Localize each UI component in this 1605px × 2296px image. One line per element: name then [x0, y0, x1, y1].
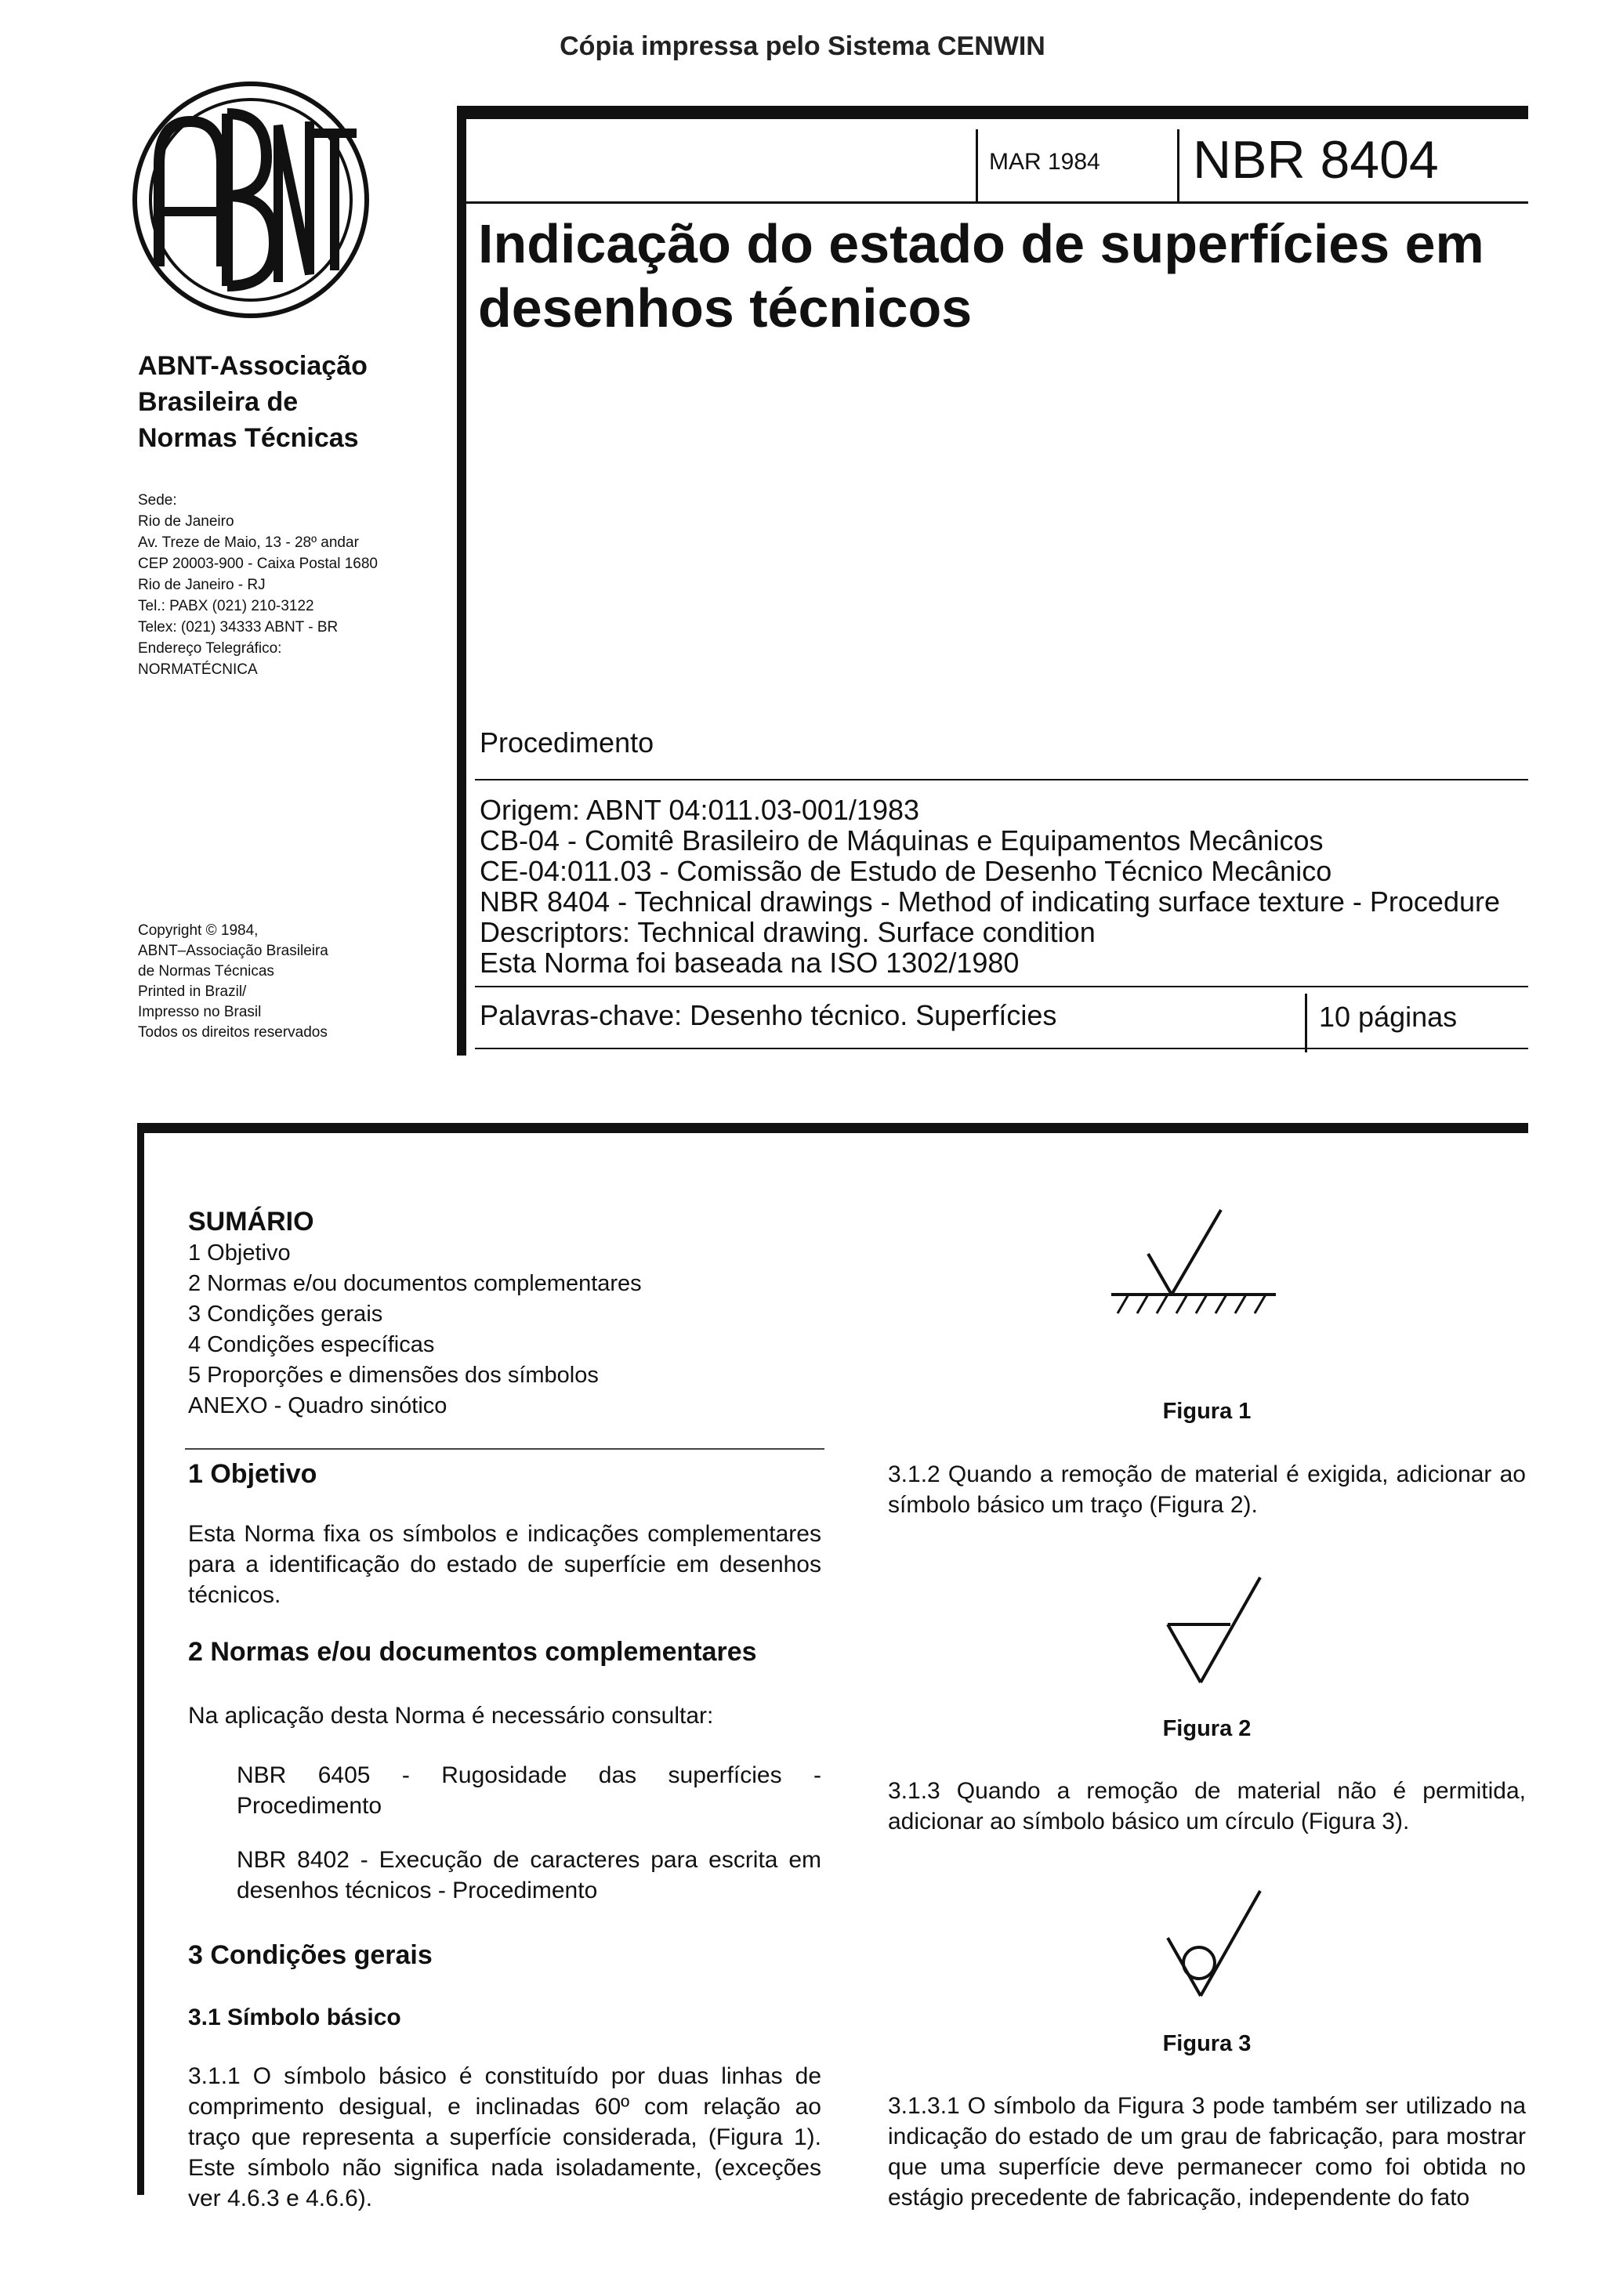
copyright-line: Todos os direitos reservados	[138, 1024, 328, 1041]
origin-line: NBR 8404 - Technical drawings - Method of indicating surface texture - Procedure	[480, 885, 1500, 918]
sumario-item: 5 Proporções e dimensões dos símbolos	[188, 1363, 599, 1388]
date-separator	[976, 129, 978, 201]
reference-nbr-6405: NBR 6405 - Rugosidade das superfícies - Procedimento	[237, 1762, 821, 1819]
doc-title-line: Indicação do estado de superfícies em	[478, 213, 1484, 274]
origin-line: Origem: ABNT 04:011.03-001/1983	[480, 794, 920, 826]
origin-line: CB-04 - Comitê Brasileiro de Máquinas e Equipamentos Mecânicos	[480, 824, 1324, 856]
keywords: Palavras-chave: Desenho técnico. Superfícies	[480, 999, 1057, 1031]
section-3-1-3-text: 3.1.3 Quando a remoção de material não é permitida, adicionar ao símbolo básico um círculo (Figura 3).	[888, 1778, 1526, 1834]
address-line: Tel.: PABX (021) 210-3122	[138, 598, 314, 614]
figure-1-caption: Figura 1	[1162, 1399, 1252, 1424]
keywords-bottom-divider	[475, 1048, 1528, 1049]
keywords-top-divider	[475, 986, 1528, 987]
sumario-divider	[185, 1448, 824, 1450]
address-block	[138, 490, 451, 680]
organization-name-line: ABNT-Associação	[138, 351, 368, 381]
doc-date: MAR 1984	[989, 149, 1100, 175]
copyright-block	[138, 921, 404, 1043]
section-1-heading: 1 Objetivo	[188, 1459, 317, 1489]
section-2-heading: 2 Normas e/ou documentos complementares	[188, 1637, 757, 1667]
sumario-item: 1 Objetivo	[188, 1240, 291, 1266]
print-stamp: Cópia impressa pelo Sistema CENWIN	[560, 31, 1045, 61]
address-line: Telex: (021) 34333 ABNT - BR	[138, 619, 339, 636]
sumario-heading: SUMÁRIO	[188, 1207, 314, 1237]
address-line: Rio de Janeiro - RJ	[138, 577, 266, 593]
address-line: Av. Treze de Maio, 13 - 28º andar	[138, 534, 359, 551]
sumario-item: 2 Normas e/ou documentos complementares	[188, 1271, 642, 1296]
doc-number: NBR 8404	[1193, 130, 1439, 190]
origin-line: CE-04:011.03 - Comissão de Estudo de Desenho Técnico Mecânico	[480, 855, 1332, 887]
section-2-intro: Na aplicação desta Norma é necessário consultar:	[188, 1703, 714, 1729]
section-3-1-1-text: 3.1.1 O símbolo básico é constituído por duas linhas de comprimento desigual, e inclinadas 60º com relação ao traço que representa a superfície considerada, (Figura 1). Este símbolo não significa nada isoladamente, (exceções ver 4.6.3 e 4.6.6).	[188, 2063, 821, 2211]
doc-type: Procedimento	[480, 726, 654, 759]
address-line: Endereço Telegráfico:	[138, 640, 282, 657]
copyright-line: Impresso no Brasil	[138, 1004, 262, 1020]
body-frame-top-bar	[137, 1123, 1528, 1133]
copyright-line: Printed in Brazil/	[138, 983, 247, 1000]
origin-line: Descriptors: Technical drawing. Surface condition	[480, 916, 1096, 948]
header-divider	[466, 201, 1528, 204]
abnt-logo	[129, 78, 372, 321]
origin-block	[480, 795, 1514, 978]
body-frame-left-bar	[137, 1123, 144, 2195]
number-separator	[1177, 129, 1179, 201]
type-divider	[475, 779, 1528, 780]
pages-separator	[1305, 994, 1307, 1052]
figure-1-graphic	[1105, 1207, 1285, 1344]
sumario-item: 4 Condições específicas	[188, 1332, 435, 1357]
address-line: Rio de Janeiro	[138, 513, 234, 530]
abnt-logo-graphic	[129, 78, 372, 321]
address-line: CEP 20003-900 - Caixa Postal 1680	[138, 556, 378, 572]
reference-nbr-8402: NBR 8402 - Execução de caracteres para escrita em desenhos técnicos - Procedimento	[237, 1847, 821, 1903]
organization-name	[138, 348, 404, 456]
section-3-1-2-text: 3.1.2 Quando a remoção de material é exigida, adicionar ao símbolo básico um traço (Figura 2).	[888, 1461, 1526, 1518]
header-frame-left-bar	[457, 106, 466, 1056]
page-count: 10 páginas	[1319, 1001, 1458, 1033]
copyright-line: ABNT–Associação Brasileira	[138, 943, 328, 959]
organization-name-line: Normas Técnicas	[138, 423, 359, 453]
doc-title	[478, 212, 1520, 340]
organization-name-line: Brasileira de	[138, 387, 299, 417]
copyright-line: de Normas Técnicas	[138, 963, 274, 980]
section-3-1-heading: 3.1 Símbolo básico	[188, 2004, 401, 2030]
sumario-item: 3 Condições gerais	[188, 1302, 383, 1327]
sumario-item: ANEXO - Quadro sinótico	[188, 1393, 447, 1418]
doc-title-line: desenhos técnicos	[478, 277, 973, 339]
address-line: Sede:	[138, 492, 177, 509]
sumario-list	[188, 1238, 893, 1421]
figure-3-caption: Figura 3	[1162, 2031, 1252, 2056]
figure-2-graphic	[1160, 1571, 1270, 1700]
figure-2-caption: Figura 2	[1162, 1716, 1252, 1741]
section-3-heading: 3 Condições gerais	[188, 1940, 433, 1970]
section-1-text: Esta Norma fixa os símbolos e indicações complementares para a identificação do estado de superfície em desenhos técnicos.	[188, 1521, 821, 1608]
header-frame-top-bar	[457, 106, 1528, 119]
copyright-line: Copyright © 1984,	[138, 922, 259, 939]
figure-3-graphic	[1160, 1885, 1270, 2014]
section-3-1-3-1-text: 3.1.3.1 O símbolo da Figura 3 pode também ser utilizado na indicação do estado de um grau de fabricação, para mostrar que uma superfície deve permanecer como foi obtida no estágio precedente de fabricação, independente do fato	[888, 2093, 1526, 2211]
origin-line: Esta Norma foi baseada na ISO 1302/1980	[480, 947, 1020, 979]
address-line: NORMATÉCNICA	[138, 661, 258, 678]
